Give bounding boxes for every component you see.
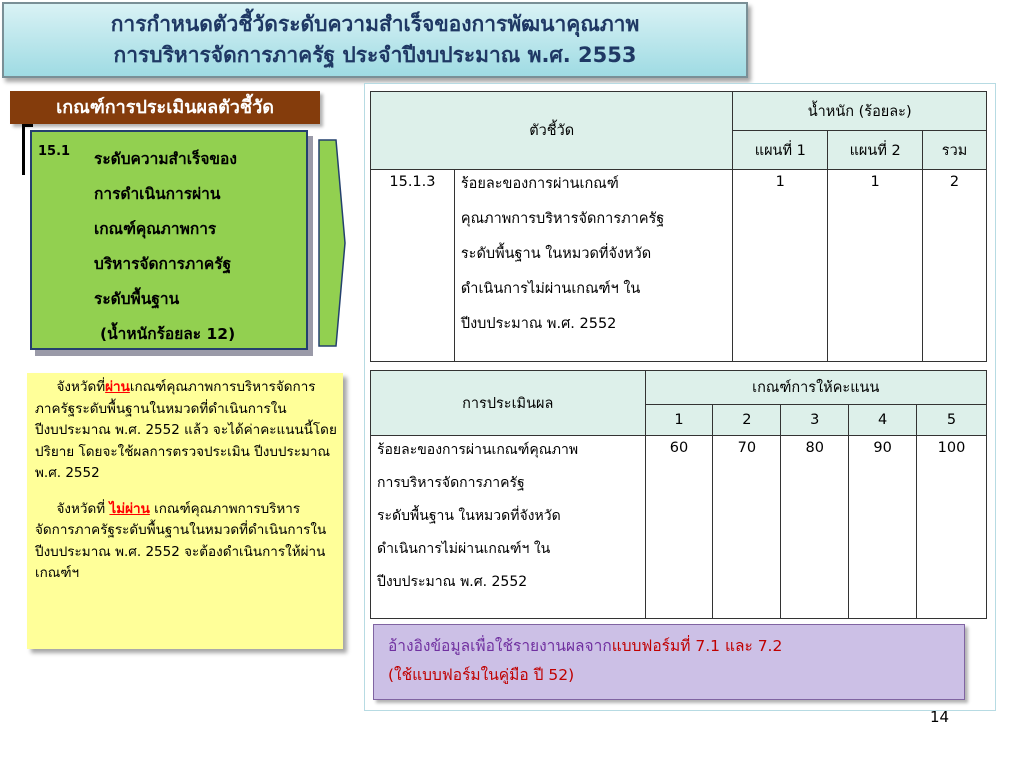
table-row	[371, 170, 987, 362]
note-text: จังหวัดที่	[56, 500, 110, 517]
criteria-label: เกณฑ์การประเมินผลตัวชี้วัด	[10, 91, 320, 124]
note-paragraph-pass	[35, 377, 337, 485]
score-level-2: 70	[713, 436, 781, 619]
indicator-box	[30, 130, 308, 350]
indicator-description	[454, 170, 732, 362]
header-plan-1: แผนที่ 1	[733, 131, 828, 170]
level-2: 2	[713, 405, 781, 436]
description-line: ร้อยละของการผ่านเกณฑ์	[460, 176, 619, 192]
indicator-line: เกณฑ์คุณภาพการ	[94, 220, 217, 238]
note-text: เกณฑ์คุณภาพการบริหารจัดการภาครัฐระดับพื้นฐานในหมวดที่ดำเนินการใน ปีงบประมาณ พ.ศ. 2552 จะต้องดำเนินการให้ผ่านเกณฑ์ฯ	[35, 500, 327, 581]
title-line-2: การบริหารจัดการภาครัฐ ประจำปีงบประมาณ พ.ศ. 2553	[113, 43, 637, 67]
description-line: การบริหารจัดการภาครัฐ	[377, 475, 525, 491]
description-line: ระดับพื้นฐาน ในหมวดที่จังหวัด	[377, 508, 561, 524]
arrow-right-icon	[318, 138, 346, 348]
title-line-1: การกำหนดตัวชี้วัดระดับความสำเร็จของการพัฒนาคุณภาพ	[110, 12, 640, 36]
description-line: ปีงบประมาณ พ.ศ. 2552	[377, 574, 528, 590]
description-line: ร้อยละของการผ่านเกณฑ์คุณภาพ	[377, 442, 579, 458]
note-highlight-fail: ไม่ผ่าน	[109, 500, 150, 517]
indicator-line: ระดับความสำเร็จของ	[94, 150, 237, 168]
indicator-number: 15.1	[38, 144, 71, 159]
header-weight: น้ำหนัก (ร้อยละ)	[733, 92, 987, 131]
scoring-table	[370, 370, 987, 619]
slide-title	[2, 2, 748, 78]
score-level-3: 80	[781, 436, 849, 619]
table-row	[371, 436, 987, 619]
level-5: 5	[917, 405, 987, 436]
indicator-code: 15.1.3	[371, 170, 455, 362]
note-paragraph-fail	[35, 499, 337, 585]
indicator-line: ระดับพื้นฐาน	[94, 290, 180, 308]
note-text: เกณฑ์คุณภาพการบริหารจัดการภาครัฐระดับพื้นฐานในหมวดที่ดำเนินการในปีงบประมาณ พ.ศ. 2552 แล้ว จะได้ค่าคะแนนนี้โดยปริยาย โดยจะใช้ผลการตรวจประเมิน ปีงบประมาณ พ.ศ. 2552	[35, 379, 337, 481]
note-highlight-pass: ผ่าน	[105, 379, 130, 395]
note-box	[27, 373, 343, 649]
score-level-1: 60	[645, 436, 713, 619]
plan-1-value: 1	[733, 170, 828, 362]
header-criteria: เกณฑ์การให้คะแนน	[645, 371, 986, 405]
score-level-5: 100	[917, 436, 987, 619]
level-3: 3	[781, 405, 849, 436]
description-line: ดำเนินการไม่ผ่านเกณฑ์ฯ ใน	[377, 541, 551, 557]
description-line: ระดับพื้นฐาน ในหมวดที่จังหวัด	[460, 246, 652, 262]
level-1: 1	[645, 405, 713, 436]
note-text: จังหวัดที่	[56, 379, 106, 395]
header-total: รวม	[923, 131, 987, 170]
weight-table	[370, 91, 987, 362]
header-plan-2: แผนที่ 2	[828, 131, 923, 170]
reference-line-1	[388, 632, 950, 661]
description-line: คุณภาพการบริหารจัดการภาครัฐ	[460, 211, 665, 227]
description-line: ดำเนินการไม่ผ่านเกณฑ์ฯ ใน	[460, 281, 641, 297]
description-line: ปีงบประมาณ พ.ศ. 2552	[460, 316, 617, 332]
total-value: 2	[923, 170, 987, 362]
reference-box	[373, 624, 965, 700]
reference-form: แบบฟอร์มที่ 7.1 และ 7.2	[611, 637, 783, 655]
score-level-4: 90	[849, 436, 917, 619]
indicator-line: การดำเนินการผ่าน	[94, 185, 221, 203]
plan-2-value: 1	[828, 170, 923, 362]
page-number: 14	[930, 708, 950, 726]
level-4: 4	[849, 405, 917, 436]
evaluation-description	[371, 436, 646, 619]
indicator-line: บริหารจัดการภาครัฐ	[94, 255, 232, 273]
reference-prefix: อ้างอิงข้อมูลเพื่อใช้รายงานผลจาก	[388, 637, 612, 655]
indicator-weight: (น้ำหนักร้อยละ 12)	[100, 325, 236, 343]
header-indicator: ตัวชี้วัด	[371, 92, 733, 170]
reference-line-2: (ใช้แบบฟอร์มในคู่มือ ปี 52)	[388, 666, 575, 684]
header-evaluation: การประเมินผล	[371, 371, 646, 436]
